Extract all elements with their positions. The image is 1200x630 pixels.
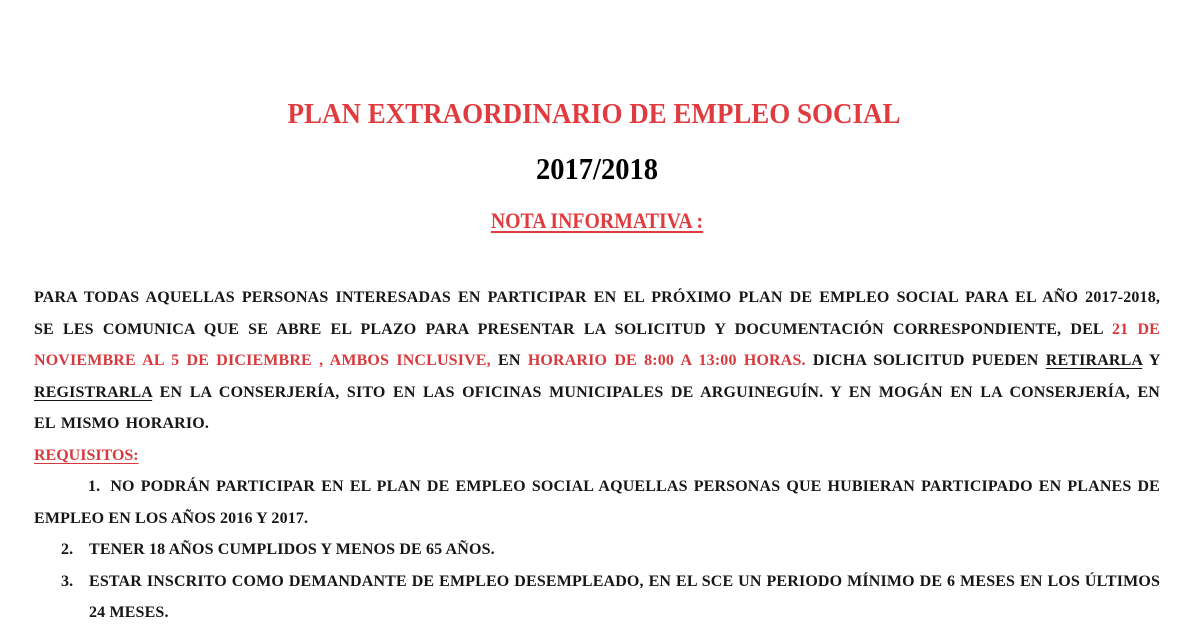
requirement-number: 1.: [88, 478, 101, 495]
retirarla-text: RETIRARLA: [1045, 352, 1143, 369]
requirement-item: [34, 534, 1160, 566]
requirement-item: [34, 566, 1160, 629]
requirements-heading: REQUISITOS:: [34, 446, 139, 464]
document-subtitle: NOTA INFORMATIVA :: [490, 208, 704, 233]
requirement-text: TENER 18 AÑOS CUMPLIDOS Y MENOS DE 65 AÑOS.: [89, 541, 495, 558]
intro-text-2: EN: [490, 352, 528, 369]
intro-text-4: Y: [1142, 352, 1161, 369]
requirement-text: ESTAR INSCRITO COMO DEMANDANTE DE EMPLEO DESEMPLEADO, EN EL SCE UN PERIODO MÍNIMO DE 6 MESES EN LOS ÚLTIMOS 24 MESES.: [89, 572, 1160, 621]
intro-text-5: EN LA CONSERJERÍA, SITO EN LAS OFICINAS MUNICIPALES DE ARGUINEGUÍN. Y EN MOGÁN EN LA CONSERJERÍA, EN EL MISMO HORARIO.: [34, 383, 1160, 432]
intro-text-1: PARA TODAS AQUELLAS PERSONAS INTERESADAS EN PARTICIPAR EN EL PRÓXIMO PLAN DE EMPLEO SOCIAL PARA EL AÑO 2017-2018, SE LES COMUNICA QUE SE ABRE EL PLAZO PARA PRESENTAR LA SOLICITUD Y DOCUMENTACIÓN CORRESPONDIENTE, DEL: [34, 289, 1160, 338]
office-hours: HORARIO DE 8:00 A 13:00 HORAS.: [527, 352, 806, 369]
document-year: 2017/2018: [535, 151, 659, 186]
document-title: PLAN EXTRAORDINARIO DE EMPLEO SOCIAL: [287, 98, 901, 130]
document-body: [34, 282, 1160, 629]
requirement-item: [34, 471, 1160, 534]
application-dates: 21 DE NOVIEMBRE AL 5 DE DICIEMBRE , AMBOS INCLUSIVE,: [34, 320, 1160, 369]
registrarla-text: REGISTRARLA: [34, 383, 153, 401]
requirement-text: NO PODRÁN PARTICIPAR EN EL PLAN DE EMPLEO SOCIAL AQUELLAS PERSONAS QUE HUBIERAN PARTICIPADO EN PLANES DE EMPLEO EN LOS AÑOS 2016 Y 2017.: [34, 478, 1160, 527]
intro-text-3: DICHA SOLICITUD PUEDEN: [805, 352, 1046, 369]
requirement-number: 2.: [61, 541, 74, 558]
intro-paragraph: [34, 282, 1160, 440]
requirement-number: 3.: [61, 572, 74, 590]
